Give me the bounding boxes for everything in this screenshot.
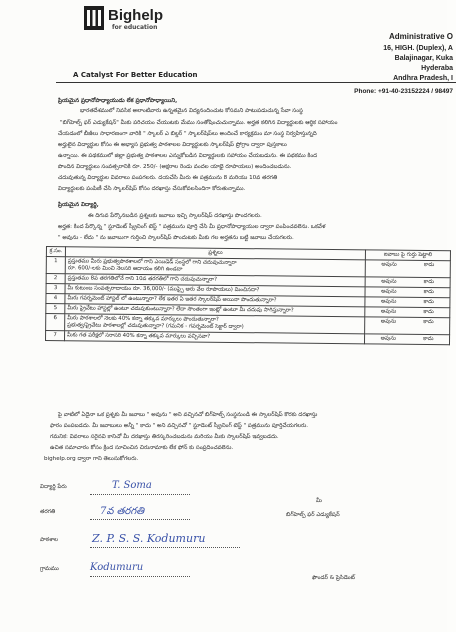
screening-table (45, 246, 451, 345)
body-line: "బిగ్‌హెల్ప్ ఫర్ ఎడ్యుకేషన్" మీకు పరిచయం చేయుటకు మేము సంతోషించుచున్నాము. అర్హత కలిగిన విద్యార్థులకు ఆర్థిక సహాయం (60, 120, 338, 126)
student-name-line (90, 494, 190, 495)
school-label: పాఠశాల (40, 537, 58, 543)
body-line: చేయడంలో బీజీలు సాధారణంగా వారికి " స్కాలర్ ఎ బిల్డర్ " స్కాలర్‌షిప్‌లు అందించే కార్యక్రమం మా సంస్థ నిర్వహిస్తున్నది (58, 131, 317, 137)
yes-option[interactable]: అవును (381, 288, 397, 295)
row-number: 3 (46, 284, 65, 294)
instruction-line: ఈ దిగువ పేర్కొనబడిన ప్రశ్నలకు జవాబు ఇచ్చి స్కాలర్‌షిప్ దరఖాస్తు పొందగలరు. (88, 213, 262, 219)
answer-cell[interactable] (365, 260, 450, 278)
no-option[interactable]: కాదు (423, 318, 434, 326)
body-line: విద్యార్థులకు పంపిణీ చేసి స్కాలర్‌షిప్ కోసం దరఖాస్తు చేసుకోవలసిందిగా కోరుతున్నాము. (58, 186, 246, 192)
yes-option[interactable]: అవును (381, 278, 397, 285)
question-text: రూ. 600/-లకు మించి నెలసరి ఆదాయం కలిగి ఉండదా (67, 265, 183, 273)
row-number: 6 (46, 314, 65, 331)
address-line-4: Hyderaba (421, 65, 453, 72)
bighelp-logo-icon (84, 6, 104, 30)
no-option[interactable]: కాదు (423, 278, 435, 286)
body-line: చదువుతున్న విద్యార్థుల వివరాలు పంపగలరు. దయచేసి మీరు ఈ పత్రమును 8 మరియు 10వ తరగతి (58, 175, 278, 181)
tagline: A Catalyst For Better Education (73, 71, 198, 79)
row-number: 4 (46, 294, 65, 304)
body-line: ఉన్నాయి. ఈ పథకములో జిల్లా ప్రభుత్వ పాఠశాలల ఎన్నుకోబడిన విద్యార్థులకు సహాయం చేయబడును. ఈ పథకము కింద (58, 153, 318, 159)
signature-prefix: మీ (316, 498, 322, 504)
note-line: పై వాటిలో ఏదైనా ఒక ప్రశ్నకు మీ జవాబు " అవును " అని వచ్చినచో బిగ్‌హెల్ప్ సంస్థనుండి ఈ స్కాలర్‌షిప్ కొరకు దరఖాస్తు (58, 412, 318, 418)
body-line: అర్హులైన విద్యార్థుల కోసం ఈ అభ్యాస ప్రభుత్వ పాఠశాలల విద్యార్థులకు స్కాలర్‌షిప్ ప్రోగ్రాం ద్వారా పుస్తకాలు (58, 142, 287, 148)
row-number: 5 (46, 304, 65, 314)
address-line-1: Administrative O (388, 32, 453, 41)
no-option[interactable]: కాదు (423, 288, 434, 296)
village-field[interactable]: Kodumuru (90, 562, 144, 573)
question-cell (65, 331, 365, 344)
column-header-number: క్ర.సం. (46, 247, 65, 257)
question-text: మీరు పాఠశాలలో నెలకు 40% కన్నా తక్కువ మార్కులు పొందుతున్నారా? (67, 315, 219, 323)
question-text: మీరు ప్రైవేటు హాస్టల్లో ఉంటూ చదువుకుంటున్నారా? లేదా సొంతంగా ఇంట్లో ఉంటూ మీ చదువు సాగిస్తున్నారా? (67, 305, 294, 314)
column-header-answer: జవాబు పై గుర్తు పెట్టాలి (365, 250, 450, 261)
brand-subtitle: for education (112, 24, 158, 31)
student-salutation: ప్రియమైన విద్యార్థి, (58, 202, 99, 208)
no-option[interactable]: కాదు (423, 308, 434, 316)
note-line: bighelp.org ద్వారా గాని తెలుసుకోగలరు. (44, 456, 139, 462)
yes-option[interactable]: అవును (381, 261, 397, 268)
eligibility-line: " అవును - లేదు " ను జవాబుగా గుర్తించి స్కాలర్‌షిప్ పొందుటకు మీకు గల అర్హతను బట్టి జవాబు చేయగలరు. (58, 235, 294, 241)
yes-option[interactable]: అవును (380, 298, 397, 305)
row-number: 7 (46, 331, 65, 341)
no-option[interactable]: కాదు (423, 261, 435, 269)
no-option[interactable]: కాదు (423, 335, 434, 343)
question-text: మీ కుటుంబ సంవత్సరాదాయం రూ. 36,000/- (ముప్పై ఆరు వేల రూపాయలు) మించినదా? (67, 285, 260, 294)
village-label: గ్రామము (40, 566, 59, 572)
yes-option[interactable]: అవును (380, 308, 397, 315)
school-line (90, 547, 240, 548)
question-text: మీకు గత పరీక్షలో సరాసరి 40% కన్నా తక్కువ మార్కులు వచ్చినవా? (67, 332, 211, 340)
address-line-2: 16, HIGH. (Duplex), A (383, 45, 453, 52)
salutation: ప్రియమైన ప్రధానోపాధ్యాయుడు లేక ప్రధానోపాధ్యాయిని, (58, 98, 178, 104)
class-label: తరగతి (40, 509, 56, 515)
class-field[interactable]: 7వ తరగతి (100, 506, 145, 517)
signature-title: ఫౌండర్ & ప్రెసిడెంట్ (312, 575, 355, 581)
header-rule (56, 82, 456, 83)
village-line (90, 576, 190, 577)
yes-option[interactable]: అవును (380, 318, 397, 325)
class-line (90, 519, 190, 520)
note-line: గమనిక: వివరాలు సరైనవి కానిచో మీ దరఖాస్తు తిరస్కరించబడును మరియు మీకు స్కాలర్‌షిప్ ఇవ్వబడదు. (50, 434, 279, 440)
column-header-question: ప్రశ్నలు (65, 247, 365, 260)
eligibility-line: అర్హత: కింద పేర్కొన్న " స్టూడెంట్ స్క్రీనింగ్ టెస్ట్ " పత్రమును పూర్తి చేసి మీ ప్రధానోపాధ్యాయుల ద్వారా పంపించవలెను. ఒకవేళ (58, 224, 326, 230)
answer-cell[interactable] (365, 317, 450, 335)
signature-org: బిగ్‌హెల్ప్ ఫర్ ఎడ్యుకేషన్ (286, 512, 340, 518)
row-number: 2 (46, 274, 65, 284)
address-line-5: Andhra Pradesh, I (393, 75, 453, 82)
school-field[interactable]: Z. P. S. S. Kodumuru (92, 532, 206, 545)
student-name-field[interactable]: T. Soma (112, 480, 152, 491)
note-line: ఫారం పంపబడదు. మీ జవాబులు అన్నీ " కాదు " అని వచ్చినచో " స్టూడెంట్ స్క్రీనింగ్ టెస్ట్ " పత్రమును పూర్తిచేయగలరు. (50, 423, 309, 429)
body-line: పొందిన విద్యార్థులు సంవత్సరానికి రూ. 250/- (అక్షరాల రెండు వందల యాభై రూపాయలు) అందించబడును. (58, 164, 292, 170)
question-text: ప్రభుత్వ/ప్రైవేటు పాఠశాలల్లో చదువుతున్నారా? (గమనిక - గవర్నమెంట్ సెక్టార్ ద్వారా) (67, 322, 244, 331)
intro-line: భారతదేశములో నివసిక అలాంటివారు ఉన్నతమైన విద్యనందించుట కోసమని పాటుపడుచున్న సేవా సంస్థ (80, 108, 303, 114)
brand-name: Bighelp (108, 7, 163, 24)
phone-line: Phone: +91-40-23152224 / 98497 (354, 88, 453, 95)
question-text: ప్రస్తుతము మీరు ప్రభుత్వపాఠశాలలో గాని ఎయిడెడ్ సంస్థలో గాని చదువుచున్నారా (67, 258, 237, 266)
answer-cell[interactable] (364, 334, 449, 345)
question-text: మీరు గవర్నమెంట్ హాస్టల్ లో ఉంటున్నారా? లేక ఇతర ఏ ఇతర స్కాలర్‌షిప్ అయినా పొందుతున్నారా? (67, 295, 277, 304)
yes-option[interactable]: అవును (380, 335, 396, 342)
address-line-3: Balajinagar, Kuka (394, 55, 453, 62)
no-option[interactable]: కాదు (423, 298, 434, 306)
question-text: ప్రస్తుతము 8వ తరగతిలోనే గాని 10వ తరగతిలో గాని చదువుచున్నారా? (67, 275, 218, 283)
row-number: 1 (46, 257, 65, 274)
note-line: ఉచిత సమాచారం కోసం క్రింద సూచించిన చిరునామాకు లేక ఫోన్ కు సంప్రదించవలెను. (50, 445, 234, 451)
student-name-label: విద్యార్థి పేరు (40, 484, 67, 490)
